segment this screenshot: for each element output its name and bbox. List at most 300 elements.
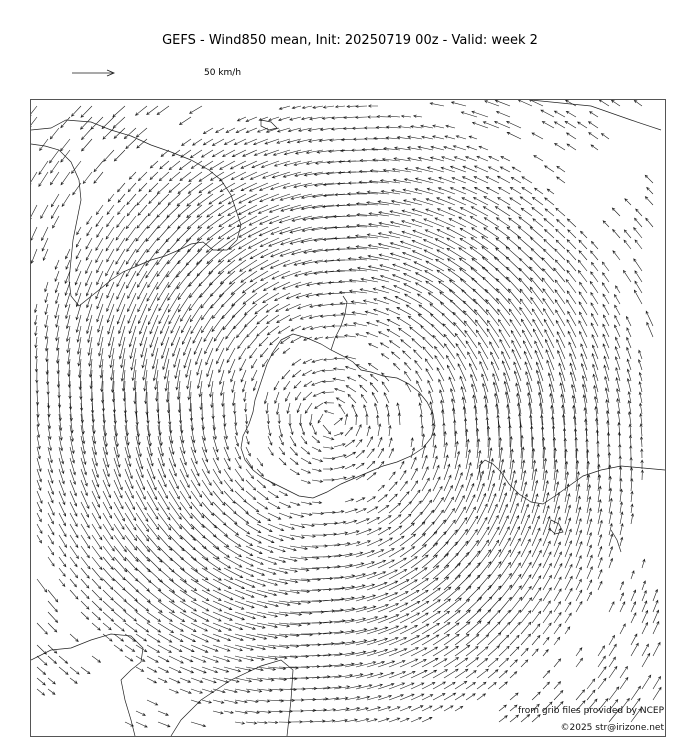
wind-arrow [533, 329, 543, 348]
wind-arrow [381, 354, 389, 359]
wind-arrow [102, 117, 114, 129]
wind-arrow [345, 499, 354, 502]
wind-arrow [587, 690, 595, 700]
wind-arrow [411, 624, 429, 634]
wind-arrow [411, 613, 428, 623]
wind-arrow [126, 227, 136, 241]
wind-arrow [119, 326, 125, 346]
wind-arrow [312, 642, 334, 645]
wind-arrow [587, 580, 592, 590]
wind-arrow [58, 392, 61, 408]
wind-arrow [83, 172, 92, 184]
wind-arrow [376, 320, 389, 326]
wind-arrow [169, 183, 180, 193]
wind-arrow [96, 249, 103, 263]
wind-arrow [422, 136, 433, 139]
wind-arrow [312, 447, 321, 452]
wind-arrow [354, 322, 368, 326]
wind-arrow [569, 342, 576, 359]
wind-arrow [441, 302, 456, 315]
wind-arrow [114, 645, 123, 651]
wind-arrow [491, 362, 499, 381]
tasmania-coast [549, 520, 563, 534]
wind-arrow [257, 458, 263, 466]
wind-arrow [378, 560, 394, 568]
wind-arrow [77, 227, 81, 235]
wind-arrow [191, 480, 202, 497]
wind-arrow [37, 458, 41, 472]
wind-arrow [207, 205, 224, 217]
wind-arrow [512, 167, 521, 172]
wind-arrow [35, 359, 38, 372]
wind-arrow [246, 436, 249, 444]
wind-arrow [532, 649, 538, 656]
wind-arrow [235, 469, 244, 481]
wind-arrow [444, 706, 453, 711]
wind-arrow [403, 252, 422, 260]
wind-arrow [645, 197, 653, 205]
wind-arrow [191, 689, 202, 693]
wind-arrow [412, 209, 433, 216]
wind-arrow [500, 167, 510, 172]
wind-arrow [37, 535, 42, 543]
wind-arrow [466, 647, 478, 657]
wind-arrow [598, 667, 606, 678]
wind-arrow [113, 117, 125, 128]
wind-arrow [320, 315, 334, 318]
southern-landmass-coast [31, 634, 143, 736]
wind-arrow [301, 480, 310, 484]
wind-arrow [37, 436, 40, 449]
wind-arrow [31, 106, 37, 116]
wind-arrow [356, 425, 361, 436]
wind-arrow [191, 678, 203, 683]
wind-arrow [392, 352, 401, 359]
wind-arrow [202, 590, 221, 601]
wind-arrow [587, 679, 595, 689]
wind-arrow [598, 547, 602, 558]
wind-arrow [284, 381, 290, 390]
wind-arrow [400, 481, 407, 491]
wind-arrow [81, 117, 93, 129]
wind-arrow [237, 216, 257, 227]
wind-arrow [345, 464, 355, 469]
wind-arrow [378, 505, 389, 513]
wind-arrow [94, 172, 103, 183]
wind-arrow [59, 656, 68, 663]
wind-arrow [158, 414, 161, 435]
wind-arrow [302, 106, 312, 109]
wind-arrow [532, 309, 543, 326]
wind-arrow [591, 262, 598, 271]
wind-arrow [430, 103, 444, 107]
wind-arrow [235, 722, 245, 725]
wind-arrow [400, 648, 418, 657]
wind-arrow [147, 645, 160, 652]
wind-arrow [510, 516, 519, 535]
wind-arrow [252, 370, 257, 381]
wind-arrow [31, 117, 37, 128]
wind-arrow [446, 356, 455, 371]
wind-arrow [118, 205, 125, 215]
wind-arrow [598, 465, 601, 481]
wind-arrow [37, 678, 45, 685]
wind-arrow [160, 161, 169, 169]
wind-arrow [598, 678, 606, 689]
wind-arrow [276, 403, 279, 415]
wind-arrow [631, 491, 634, 502]
wind-arrow [107, 249, 114, 262]
wind-arrow [81, 491, 89, 509]
wind-arrow [374, 309, 389, 315]
wind-arrow [356, 519, 369, 525]
wind-arrow [292, 106, 301, 109]
wind-arrow [125, 557, 137, 571]
wind-arrow [59, 568, 65, 576]
wind-arrow [291, 337, 301, 343]
wind-arrow [371, 374, 379, 381]
wind-arrow [235, 601, 254, 608]
wind-arrow [615, 325, 621, 337]
wind-arrow [301, 238, 323, 243]
wind-arrow [477, 527, 489, 546]
wind-arrow [479, 146, 488, 150]
wind-arrow [250, 183, 269, 191]
wind-arrow [532, 494, 538, 513]
wind-arrow [242, 282, 257, 293]
wind-arrow [107, 216, 114, 227]
wind-arrow [312, 458, 323, 462]
wind-arrow [576, 690, 585, 700]
wind-arrow [103, 623, 111, 630]
wind-arrow [136, 634, 147, 641]
wind-arrow [543, 309, 554, 326]
wind-arrow [39, 161, 48, 175]
wind-arrow [171, 326, 180, 346]
wind-arrow [279, 721, 291, 724]
wind-arrow [128, 183, 136, 192]
wind-arrow [180, 172, 191, 181]
wind-arrow [355, 414, 358, 425]
wind-arrow [81, 546, 89, 558]
wind-arrow [401, 340, 411, 348]
wind-arrow [157, 271, 169, 289]
wind-arrow [567, 240, 576, 249]
wind-arrow [34, 315, 37, 325]
wind-arrow [576, 579, 581, 590]
wind-arrow [466, 658, 478, 667]
wind-arrow [125, 601, 137, 611]
wind-arrow [499, 705, 506, 711]
wind-arrow [624, 240, 631, 249]
wind-arrow [565, 602, 571, 612]
wind-arrow [48, 491, 53, 503]
wind-arrow [422, 566, 439, 579]
wind-arrow [136, 502, 148, 522]
wind-arrow [253, 381, 257, 391]
wind-arrow [345, 476, 355, 480]
wind-arrow [488, 646, 500, 656]
wind-arrow [641, 449, 644, 458]
wind-arrow [467, 146, 477, 150]
wind-arrow [278, 326, 290, 333]
wind-arrow [279, 117, 290, 121]
wind-arrow [246, 458, 253, 468]
wind-arrow [620, 502, 623, 513]
wind-arrow [509, 309, 521, 326]
wind-arrow [475, 310, 489, 326]
wind-arrow [125, 623, 137, 632]
wind-arrow [642, 644, 649, 656]
wind-arrow [609, 558, 613, 568]
wind-arrow [114, 436, 120, 457]
wind-arrow [312, 469, 321, 472]
wind-arrow [42, 238, 48, 251]
wind-arrow [505, 392, 510, 414]
wind-arrow [635, 240, 642, 249]
wind-arrow [465, 330, 477, 348]
wind-arrow [479, 342, 489, 359]
wind-arrow [81, 447, 86, 464]
wind-arrow [554, 637, 560, 645]
wind-arrow [557, 177, 565, 183]
wind-arrow [491, 352, 499, 370]
wind-arrow [125, 612, 137, 621]
wind-arrow [322, 391, 334, 394]
wind-arrow [368, 116, 378, 119]
wind-arrow [137, 139, 147, 148]
wind-arrow [311, 216, 334, 220]
wind-arrow [136, 227, 147, 241]
wind-arrow [239, 227, 257, 237]
wind-arrow [297, 403, 301, 413]
wind-arrow [283, 348, 290, 353]
wind-arrow [180, 458, 188, 477]
wind-arrow [114, 513, 124, 529]
wind-arrow [477, 494, 486, 514]
wind-arrow [539, 403, 543, 425]
wind-arrow [146, 260, 158, 278]
wind-arrow [436, 259, 455, 271]
wind-arrow [389, 232, 411, 239]
wind-arrow [477, 658, 488, 667]
wind-arrow [223, 315, 235, 330]
wind-arrow [334, 357, 345, 360]
wind-arrow [323, 522, 338, 525]
wind-arrow [545, 330, 554, 348]
wind-arrow [373, 159, 389, 162]
wind-arrow [179, 161, 191, 170]
wind-arrow [114, 491, 123, 509]
wind-arrow [178, 205, 191, 217]
wind-arrow [126, 139, 136, 149]
wind-arrow [591, 241, 598, 249]
wind-arrow [213, 700, 224, 703]
wind-arrow [565, 121, 576, 128]
wind-arrow [612, 208, 620, 216]
wind-arrow [412, 219, 433, 227]
wind-arrow [312, 381, 323, 385]
wind-arrow [377, 115, 389, 118]
wind-arrow [426, 369, 433, 381]
wind-arrow [631, 571, 634, 579]
wind-arrow [267, 414, 270, 424]
wind-arrow [389, 603, 408, 612]
wind-arrow [499, 635, 509, 645]
wind-arrow [631, 514, 634, 524]
wind-arrow [565, 505, 571, 524]
wind-arrow [376, 415, 379, 425]
wind-arrow [498, 309, 510, 326]
wind-arrow [117, 293, 125, 312]
wind-arrow [631, 643, 638, 656]
wind-arrow [138, 172, 147, 181]
wind-arrow [213, 480, 223, 494]
wind-arrow [400, 461, 404, 469]
wind-arrow [246, 513, 261, 523]
wind-arrow [244, 139, 257, 145]
wind-arrow [96, 205, 103, 215]
wind-arrow [290, 721, 302, 724]
wind-arrow [537, 381, 543, 403]
wind-arrow [136, 722, 147, 727]
wind-arrow [323, 631, 343, 634]
wind-arrow [400, 523, 414, 535]
wind-arrow [532, 504, 539, 524]
wind-arrow [158, 491, 169, 510]
wind-arrow [352, 312, 367, 316]
wind-arrow [250, 271, 268, 282]
copyright-notice: ©2025 str@irizone.net [560, 723, 664, 733]
wind-arrow [533, 319, 543, 337]
wind-arrow [499, 504, 508, 524]
wind-arrow [301, 205, 323, 210]
wind-arrow [158, 480, 168, 498]
wind-arrow [31, 172, 37, 185]
wind-arrow [290, 425, 293, 435]
wind-arrow [202, 689, 213, 693]
wind-arrow [378, 581, 398, 590]
wind-arrow [312, 425, 316, 435]
wind-arrow [152, 337, 159, 357]
wind-arrow [169, 304, 180, 324]
wind-arrow [138, 293, 147, 312]
wind-arrow [301, 436, 307, 444]
wind-arrow [37, 502, 42, 512]
wind-arrow [488, 658, 498, 667]
wind-arrow [139, 315, 147, 334]
wind-arrow [261, 249, 279, 258]
wind-arrow [96, 238, 103, 250]
wind-arrow [433, 445, 436, 458]
wind-arrow [55, 293, 59, 304]
wind-arrow [542, 122, 554, 129]
wind-arrow [402, 210, 422, 216]
wind-arrow [131, 348, 136, 370]
wind-arrow [147, 656, 158, 662]
wind-arrow [530, 227, 543, 238]
wind-arrow [455, 658, 468, 667]
wind-arrow [495, 100, 510, 106]
wind-arrow [411, 601, 429, 612]
wind-arrow [235, 480, 244, 490]
wind-arrow [147, 579, 161, 591]
wind-arrow [169, 425, 173, 443]
wind-arrow [422, 445, 426, 458]
wind-arrow [566, 100, 577, 106]
wind-arrow [219, 359, 225, 373]
wind-arrow [598, 570, 602, 579]
wind-arrow [565, 576, 572, 590]
wind-arrow [630, 468, 633, 480]
wind-arrow [576, 648, 582, 656]
wind-arrow [391, 221, 412, 227]
wind-arrow [640, 414, 643, 425]
wind-arrow [378, 637, 398, 645]
wind-arrow [457, 353, 466, 370]
wind-arrow [202, 612, 221, 621]
wind-arrow [109, 337, 114, 358]
wind-arrow [631, 602, 636, 612]
wind-arrow [364, 405, 367, 414]
wind-arrow [387, 329, 400, 337]
wind-arrow [291, 326, 301, 331]
wind-arrow [499, 646, 509, 656]
wind-arrow [238, 205, 257, 215]
wind-arrow [543, 575, 552, 590]
wind-arrow [48, 535, 53, 544]
wind-arrow [379, 332, 390, 337]
wind-arrow [232, 381, 235, 392]
wind-arrow [477, 610, 491, 623]
wind-arrow [70, 579, 77, 587]
wind-arrow [408, 316, 422, 326]
wind-arrow [424, 239, 445, 249]
wind-arrow [488, 470, 494, 491]
wind-arrow [117, 304, 125, 324]
wind-arrow [620, 537, 623, 546]
wind-arrow [48, 502, 54, 515]
wind-arrow [118, 315, 125, 334]
wind-arrow [97, 260, 103, 273]
wind-arrow [389, 438, 392, 447]
wind-arrow [257, 326, 268, 336]
wind-arrow [547, 189, 554, 194]
wind-arrow [240, 260, 257, 271]
wind-arrow [136, 480, 145, 499]
wind-arrow [59, 557, 66, 567]
wind-arrow [65, 282, 70, 295]
wind-arrow [510, 527, 520, 546]
wind-arrow [224, 491, 235, 503]
wind-arrow [603, 221, 609, 227]
wind-arrow [35, 337, 38, 348]
wind-arrow [421, 125, 433, 128]
wind-arrow [345, 640, 367, 645]
wind-arrow [532, 588, 541, 601]
wind-arrow [114, 502, 125, 521]
wind-arrow [612, 100, 621, 106]
wind-arrow [283, 282, 301, 289]
wind-arrow [477, 622, 490, 634]
wind-arrow [565, 627, 570, 634]
wind-arrow [389, 569, 407, 579]
wind-arrow [334, 652, 354, 656]
wind-arrow [302, 370, 312, 375]
wind-arrow [103, 414, 107, 436]
wind-arrow [224, 447, 230, 461]
wind-arrow [422, 510, 434, 524]
